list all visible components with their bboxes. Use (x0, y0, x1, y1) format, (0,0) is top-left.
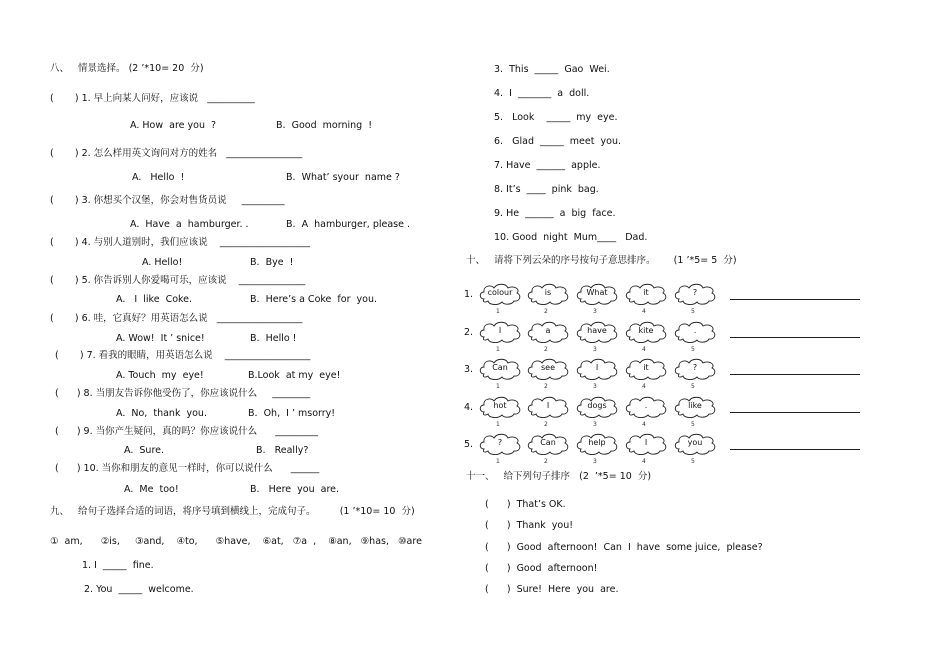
q6-option-a: A. Wow! It ’ snice! (116, 333, 205, 344)
fill-sentence-5: 5. Look _____ my eye. (494, 112, 618, 123)
cloud-number: 1 (496, 346, 500, 353)
answer-line[interactable] (730, 299, 860, 300)
cloud-word-text: . (693, 326, 697, 335)
q6-option-b: B. Hello ! (250, 333, 297, 344)
q7-option-a: A. Touch my eye! (116, 370, 204, 381)
cloud-word (478, 283, 522, 315)
cloud-word-text: a (545, 326, 551, 335)
cloud-word (526, 433, 570, 465)
cloud-word (673, 283, 717, 315)
section-9-title: 九、 给句子选择合适的词语，将序号填到横线上，完成句子。 (1 ’*10= 10 分) (50, 506, 415, 517)
cloud-word-text: it (643, 363, 649, 372)
q4-option-a: A. Hello! (142, 257, 183, 268)
cloud-word (673, 321, 717, 353)
q4-option-b: B. Bye ! (250, 257, 294, 268)
cloud-number: 4 (642, 308, 646, 315)
q10: ( ) 10. 当你和朋友的意见一样时，你可以说什么 ______ (55, 463, 320, 474)
q9: ( ) 9. 当你产生疑问，真的吗？你应该说什么 _________ (55, 426, 319, 437)
cloud-word-text: have (587, 326, 607, 335)
answer-line[interactable] (730, 449, 860, 450)
cloud-row-label: 4. (464, 402, 474, 413)
cloud-row (464, 358, 868, 392)
q9-option-b: B. Really? (256, 445, 309, 456)
q10-option-b: B. Here you are. (250, 484, 340, 495)
cloud-number: 3 (593, 346, 597, 353)
cloud-number: 4 (642, 458, 646, 465)
cloud-number: 3 (593, 458, 597, 465)
q8: ( ) 8. 当朋友告诉你他受伤了，你应该说什么 ________ (55, 388, 311, 399)
cloud-word (575, 321, 619, 353)
cloud-number: 3 (593, 308, 597, 315)
order-item-1: ( ) That’s OK. (485, 499, 566, 510)
cloud-row (464, 321, 868, 355)
fill-sentence-3: 3. This _____ Gao Wei. (494, 64, 610, 75)
cloud-word-text: like (688, 401, 702, 410)
cloud-row (464, 396, 868, 430)
cloud-number: 1 (496, 383, 500, 390)
cloud-word (624, 396, 668, 428)
cloud-number: 5 (691, 308, 695, 315)
q3-option-b: B. A hamburger, please . (286, 219, 410, 230)
q6: ( ) 6. 哇，它真好？用英语怎么说 __________________ (50, 313, 303, 324)
q5-option-b: B. Here’s a Coke for you. (250, 294, 378, 305)
fill-sentence-6: 6. Glad _____ meet you. (494, 136, 621, 147)
cloud-word (575, 358, 619, 390)
section-8-title: 八、 情景选择。 (2 ’*10= 20 分) (50, 63, 204, 74)
cloud-word (478, 321, 522, 353)
cloud-number: 1 (496, 308, 500, 315)
fill-sentence-9: 9. He ______ a big face. (494, 208, 616, 219)
q1-option-b: B. Good morning ! (276, 120, 372, 131)
answer-line[interactable] (730, 337, 860, 338)
cloud-word-text: ? (692, 363, 698, 372)
cloud-number: 3 (593, 421, 597, 428)
cloud-word (624, 321, 668, 353)
order-item-5: ( ) Sure! Here you are. (485, 584, 619, 595)
fill-sentence-2: 2. You _____ welcome. (84, 584, 194, 595)
cloud-word (673, 358, 717, 390)
cloud-number: 5 (691, 421, 695, 428)
cloud-word-text: you (687, 438, 703, 447)
cloud-number: 5 (691, 458, 695, 465)
q1: ( ) 1. 早上向某人问好，应该说 __________ (50, 93, 255, 104)
cloud-number: 5 (691, 346, 695, 353)
fill-sentence-10: 10. Good night Mum____ Dad. (494, 232, 648, 243)
cloud-word-text: kite (638, 326, 654, 335)
q5: ( ) 5. 你告诉别人你爱喝可乐，应该说 ______________ (50, 275, 306, 286)
fill-sentence-7: 7. Have ______ apple. (494, 160, 601, 171)
cloud-row-label: 1. (464, 289, 474, 300)
cloud-number: 4 (642, 346, 646, 353)
cloud-number: 1 (496, 421, 500, 428)
cloud-word (673, 433, 717, 465)
order-item-2: ( ) Thank you! (485, 520, 574, 531)
cloud-word-text: it (643, 288, 649, 297)
q5-option-a: A. I like Coke. (116, 294, 193, 305)
q1-option-a: A. How are you ? (130, 120, 217, 131)
q9-option-a: A. Sure. (124, 445, 165, 456)
cloud-number: 1 (496, 458, 500, 465)
q7-option-b: B.Look at my eye! (248, 370, 341, 381)
cloud-row-label: 3. (464, 364, 474, 375)
fill-sentence-1: 1. I _____ fine. (82, 560, 154, 571)
cloud-word-text: I (498, 326, 502, 335)
cloud-number: 4 (642, 383, 646, 390)
cloud-word-text: ? (497, 438, 503, 447)
cloud-word (478, 396, 522, 428)
cloud-word-text: dogs (587, 401, 607, 410)
cloud-number: 2 (544, 346, 548, 353)
cloud-word (673, 396, 717, 428)
answer-line[interactable] (730, 412, 860, 413)
cloud-word-text: I (546, 401, 550, 410)
cloud-word-text: help (588, 438, 606, 447)
q10-option-a: A. Me too! (124, 484, 179, 495)
cloud-word (575, 396, 619, 428)
cloud-word (526, 396, 570, 428)
section-10-title: 十、 请将下列云朵的序号按句子意思排序。 (1 ’*5= 5 分) (466, 255, 737, 266)
cloud-word-text: see (540, 363, 555, 372)
cloud-number: 5 (691, 383, 695, 390)
q2-option-b: B. What’ syour name ? (286, 172, 400, 183)
word-options: ① am, ②is, ③and, ④to, ⑤have, ⑥at, ⑦a , ⑧an, ⑨has, ⑩are (50, 536, 422, 547)
cloud-word-text: is (544, 288, 552, 297)
cloud-word-text: Can (540, 438, 556, 447)
cloud-row-label: 5. (464, 439, 474, 450)
cloud-number: 2 (544, 308, 548, 315)
cloud-word (526, 321, 570, 353)
q2: ( ) 2. 怎么样用英文询问对方的姓名 ________________ (50, 148, 303, 159)
cloud-word (624, 283, 668, 315)
fill-sentence-8: 8. It’s ____ pink bag. (494, 184, 599, 195)
fill-sentence-4: 4. I _______ a doll. (494, 88, 590, 99)
cloud-word (624, 433, 668, 465)
q7: ( ) 7. 看我的眼睛，用英语怎么说 __________________ (55, 350, 311, 361)
cloud-word-text: I (595, 363, 599, 372)
section-11-title: 十一、 给下列句子排序 (2 ’*5= 10 分) (466, 471, 652, 482)
cloud-row-label: 2. (464, 327, 474, 338)
cloud-word (624, 358, 668, 390)
q3-option-a: A. Have a hamburger. . (130, 219, 249, 230)
cloud-word (478, 433, 522, 465)
cloud-word (575, 433, 619, 465)
q2-option-a: A. Hello ! (132, 172, 185, 183)
cloud-word-text: . (644, 401, 648, 410)
order-item-3: ( ) Good afternoon! Can I have some juice, please? (485, 542, 763, 553)
cloud-word-text: hot (493, 401, 507, 410)
cloud-word-text: ? (692, 288, 698, 297)
cloud-word-text: Can (492, 363, 508, 372)
cloud-word-text: I (644, 438, 648, 447)
cloud-word-text: What (586, 288, 608, 297)
q8-option-a: A. No, thank you. (116, 408, 207, 419)
q4: ( ) 4. 与别人道别时，我们应该说 ___________________ (50, 237, 310, 248)
cloud-word (526, 358, 570, 390)
q3: ( ) 3. 你想买个汉堡，你会对售货员说 _________ (50, 195, 285, 206)
cloud-number: 3 (593, 383, 597, 390)
cloud-word (478, 358, 522, 390)
answer-line[interactable] (730, 374, 860, 375)
cloud-number: 4 (642, 421, 646, 428)
cloud-row (464, 433, 868, 467)
cloud-number: 2 (544, 458, 548, 465)
cloud-word-text: colour (487, 288, 513, 297)
cloud-word (526, 283, 570, 315)
order-item-4: ( ) Good afternoon! (485, 563, 598, 574)
q8-option-b: B. Oh, I ’ msorry! (248, 408, 336, 419)
cloud-word (575, 283, 619, 315)
cloud-row (464, 283, 868, 317)
cloud-number: 2 (544, 383, 548, 390)
cloud-number: 2 (544, 421, 548, 428)
